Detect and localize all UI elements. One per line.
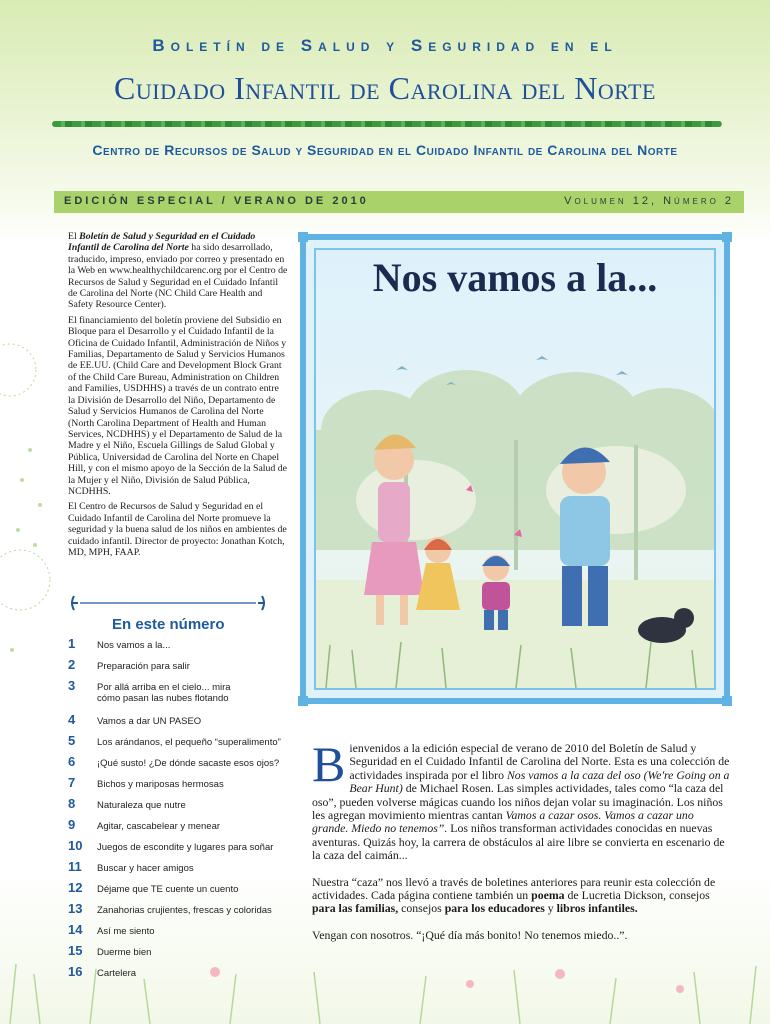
contents-number: 6 [68,754,76,769]
grass-flowers-decoration [0,944,770,1024]
illustration-scene [314,248,716,690]
contents-number: 8 [68,796,76,811]
masthead-subtitle: Centro de Recursos de Salud y Seguridad en el Cuidado Infantil de Carolina del Norte [92,142,678,158]
info-newsletter-title: Boletín de Salud y Seguridad en el Cuidado Infantil de Carolina del Norte [68,231,256,254]
article-text: Los niños transforman actividades conocidas en nuevas aventuras. Quizás hoy, la carrera de obstáculos al aire libre se convierta en escenario de la caza del caimán... [312,821,725,863]
contents-label: Los arándanos, el pequeño “superalimento” [97,737,281,748]
welcome-article [312,736,732,955]
frame-corner-icon [722,696,732,706]
cover-illustration [300,234,730,704]
family-walk-illustration [316,250,714,688]
contents-number: 13 [68,901,83,916]
masthead-info [68,231,288,562]
article-text: Nuestra “caza” nos llevó a través de boletines anteriores para reunir esta colección de actividades. Cada página contiene también un [312,874,716,903]
info-rest: ha sido desarrollado, traducido, impreso, enviado por correo y presentado en la Web en www.healthychildcarenc.org por el Centro de Recursos de Salud y Seguridad en el Cuidado Infantil de Carolina del Norte (NC Child Care Health and Safety Resource Center). [68,242,288,311]
article-dropcap: B [312,736,346,792]
article-text: de Michael Rosen. Las simples actividades, tales como “la caza del oso”, pueden volverse mágicas cuando los niños dejan volar su imaginación. Los niños les agregan movimiento mientras cantan [312,781,724,823]
contents-number: 14 [68,922,83,937]
contents-number: 7 [68,775,76,790]
masthead-title: Cuidado Infantil de Carolina del Norte [114,70,656,106]
feature-title: Nos vamos a la... [372,255,658,300]
edition-bar [54,191,744,213]
contents-item[interactable] [68,775,288,790]
contents-list [68,636,288,989]
masthead-rule [52,121,722,127]
contents-item[interactable] [68,678,247,704]
contents-label: Por allá arriba en el cielo... mira cómo pasan las nubes flotando [97,682,231,704]
contents-number: 12 [68,880,83,895]
contents-item[interactable] [68,859,288,874]
contents-label: Así me siento [97,926,155,937]
edition-label: EDICIÓN ESPECIAL / VERANO DE 2010 [64,195,369,207]
volume-label: Volumen 12, Número 2 [564,195,734,207]
info-paragraph-3: El Centro de Recursos de Salud y Seguridad en el Cuidado Infantil de Carolina del Norte promueve la seguridad y la buena salud de los niños en ambientes de cuidado infantil. Director de proyecto: Jonathan Kotch, MD, MPH, FAAP. [68,501,287,558]
families-emphasis: para las familias, [312,901,399,916]
article-paragraph-3: Vengan con nosotros. “¡Qué día más bonito! No tenemos miedo..”. [312,927,628,942]
contents-number: 11 [68,859,82,874]
contents-item[interactable] [68,901,288,916]
contents-number: 3 [68,678,76,693]
contents-number: 5 [68,733,76,748]
swirl-divider-icon [68,592,268,614]
article-paragraph-2 [312,876,732,916]
contents-label: Bichos y mariposas hermosas [97,779,224,790]
contents-label: Preparación para salir [97,661,190,672]
educators-emphasis: para los educadores [444,901,545,916]
frame-corner-icon [722,232,732,242]
contents-label: Cartelera [97,968,137,979]
contents-item[interactable] [68,733,288,748]
info-lead: El [68,231,77,242]
contents-item[interactable] [68,754,288,769]
article-text: ienvenidos a la edición especial de verano de 2010 del Boletín de Salud y Seguridad en el Cuidado Infantil de Carolina del Norte. Esta es una colección de actividades inspirada por el libro [349,741,730,782]
contents-number: 10 [68,838,83,853]
book-title: Nos vamos a la caza del oso (We're Going on a Bear Hunt) [349,767,730,796]
contents-item[interactable] [68,817,288,832]
contents-item[interactable] [68,880,288,895]
frame-corner-icon [298,696,308,706]
contents-item[interactable] [68,657,288,672]
poema-emphasis: poema [531,888,565,903]
article-paragraph-1 [312,736,732,863]
contents-number: 2 [68,657,76,672]
dandelion-decoration [0,330,60,690]
frame-corner-icon [298,232,308,242]
books-emphasis: libros infantiles. [556,901,638,916]
contents-title: En este número [112,616,225,633]
contents-label: ¡Qué susto! ¿De dónde sacaste esos ojos? [97,758,280,769]
song-lyric: Vamos a cazar osos. Vamos a cazar uno grande. Miedo no tenemos”. [312,808,694,836]
contents-label: Juegos de escondite y lugares para soñar [97,842,274,853]
masthead [0,0,770,190]
contents-label: Nos vamos a la... [97,640,171,651]
contents-label: Zanahorias crujientes, frescas y coloridas [97,905,272,916]
contents-item[interactable] [68,838,288,853]
contents-number: 1 [68,636,76,651]
contents-label: Vamos a dar UN PASEO [97,716,202,727]
info-paragraph-1 [68,231,288,311]
contents-number: 15 [68,943,83,958]
article-text: y [544,901,557,916]
contents-item[interactable] [68,796,288,811]
contents-label: Naturaleza que nutre [97,800,186,811]
article-text: de Lucretia Dickson, consejos [564,888,710,903]
contents-number: 9 [68,817,76,832]
info-paragraph-2: El financiamiento del boletín proviene del Subsidio en Bloque para el Desarrollo y el Cuidado Infantil de la Oficina de Cuidado Infantil, Administración de Niños y Familias, Departamento de Salud y Servicios Humanos de EE.UU. (Child Care and Development Block Grant of the Child Care Bureau, Administration on Children and Families, USDHHS) a través de un contrato entre la División de Desarrollo del Niño, Departamento de Salud y Servicios Humanos de Carolina del Norte (North Carolina Department of Health and Human Services, NCDHHS) y el Departamento de Salud de la Madre y el Niño, Escuela Gillings de Salud Global y Pública, Universidad de Carolina del Norte en Chapel Hill, y con el mismo apoyo de la Sección de la Salud de la Mujer y el Niño, División de Salud Pública, NCDHHS. [68,314,288,497]
contents-label: Buscar y hacer amigos [97,863,194,874]
contents-item[interactable] [68,636,288,651]
article-text: consejos [398,901,445,916]
contents-label: Duerme bien [97,947,152,958]
contents-number: 4 [68,712,76,727]
masthead-line1: Boletín de Salud y Seguridad en el [152,36,618,55]
contents-label: Déjame que TE cuente un cuento [97,884,239,895]
contents-label: Agitar, cascabelear y menear [97,821,221,832]
contents-item[interactable] [68,712,288,727]
contents-item[interactable] [68,922,288,937]
contents-number: 16 [68,964,83,979]
